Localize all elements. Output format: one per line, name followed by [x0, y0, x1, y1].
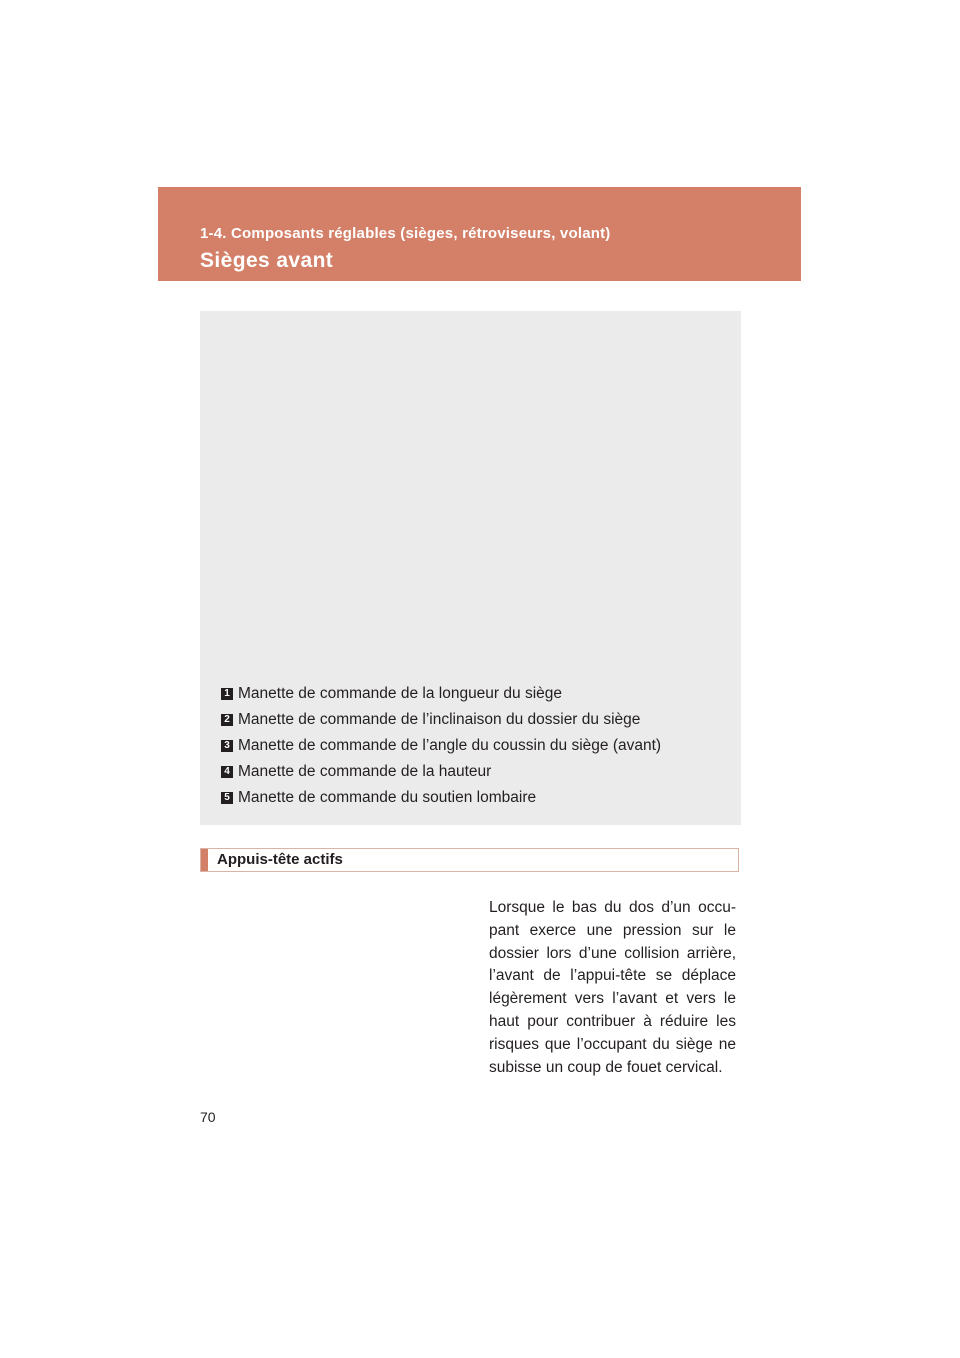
chapter-header [158, 187, 801, 281]
subsection-title: Appuis-tête actifs [217, 851, 343, 868]
body-paragraph: Lorsque le bas du dos d’un occu-pant exerce une pression sur le dossier lors d’une collision arrière, l’avant de l’appui-tête se déplace légèrement vers l’avant et vers le haut pour contribuer à réduire les risques que l’occupant du siège ne subisse un coup de fouet cervical. [489, 899, 736, 1076]
figure-legend [221, 681, 661, 811]
legend-label: Manette de commande de l’angle du coussin du siège (avant) [238, 737, 662, 754]
illustration-panel [200, 311, 741, 825]
legend-item [221, 759, 661, 785]
number-badge: 3 [221, 740, 233, 752]
section-label: 1-4. Composants réglables (sièges, rétroviseurs, volant) [200, 225, 611, 242]
legend-item [221, 733, 661, 759]
legend-label: Manette de commande de la longueur du siège [238, 685, 562, 702]
legend-label: Manette de commande du soutien lombaire [238, 789, 537, 806]
page-title: Sièges avant [200, 249, 334, 272]
page-number: 70 [200, 1109, 216, 1125]
legend-item [221, 785, 661, 811]
subsection-heading [200, 848, 739, 872]
number-badge: 4 [221, 766, 233, 778]
number-badge: 2 [221, 714, 233, 726]
legend-label: Manette de commande de la hauteur [238, 763, 492, 780]
number-badge: 1 [221, 688, 233, 700]
legend-item [221, 707, 661, 733]
legend-label: Manette de commande de l’inclinaison du dossier du siège [238, 711, 641, 728]
number-badge: 5 [221, 792, 233, 804]
legend-item [221, 681, 661, 707]
accent-bar [201, 849, 208, 871]
